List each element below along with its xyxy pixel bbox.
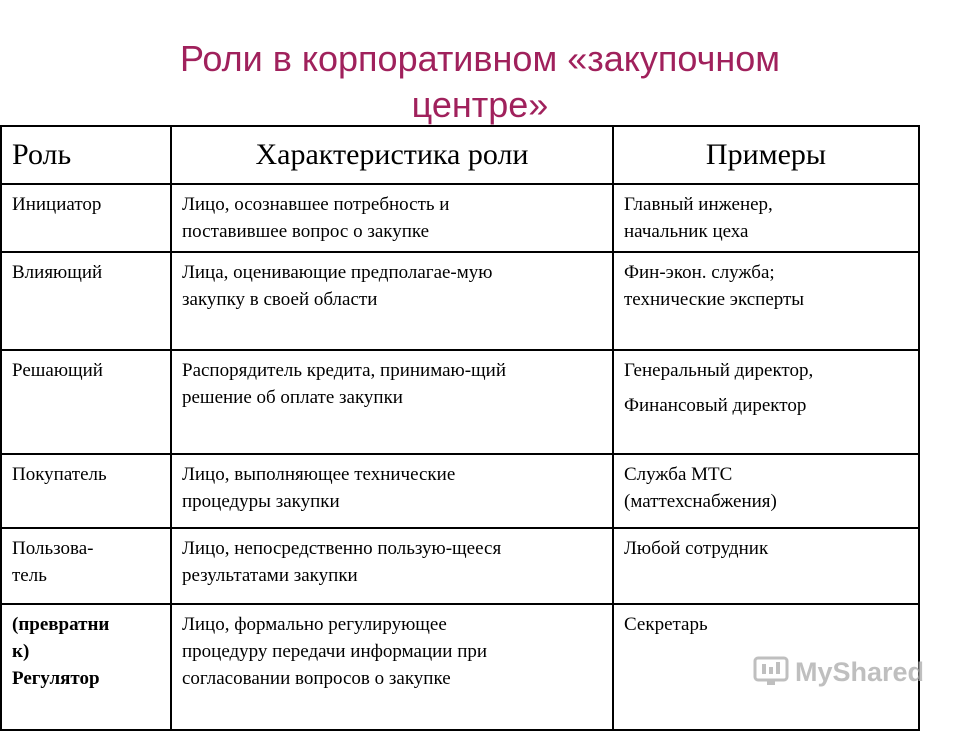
role-text: к): [12, 641, 30, 662]
role-text: Инициатор: [12, 194, 102, 215]
description-line: процедуры закупки: [182, 491, 340, 512]
description-cell: [171, 350, 613, 454]
role-text: тель: [12, 565, 47, 586]
description-line: Лицо, осознавшее потребность и: [182, 194, 450, 215]
watermark: [753, 656, 924, 688]
examples-line: Любой сотрудник: [624, 538, 769, 559]
description-line: поставившее вопрос о закупке: [182, 221, 430, 242]
description-line: Лицо, формально регулирующее: [182, 614, 447, 635]
description-line: Лицо, непосредственно пользую-щееся: [182, 538, 502, 559]
description-cell: [171, 454, 613, 528]
description-line: согласовании вопросов о закупке: [182, 668, 451, 689]
examples-cell: [613, 184, 919, 252]
header-examples: Примеры: [613, 126, 919, 184]
examples-line: Фин-экон. служба;: [624, 262, 775, 283]
table-row: [1, 350, 919, 454]
examples-line: Главный инженер,: [624, 194, 773, 215]
role-text: Влияющий: [12, 262, 103, 283]
roles-table: [0, 125, 920, 731]
description-cell: [171, 528, 613, 604]
monitor-logo-icon: [753, 656, 789, 688]
description-cell: [171, 604, 613, 730]
examples-cell: [613, 252, 919, 350]
table-row: [1, 454, 919, 528]
header-role: Роль: [1, 126, 171, 184]
header-characteristic: Характеристика роли: [171, 126, 613, 184]
examples-line: Генеральный директор,: [624, 360, 814, 381]
role-cell: [1, 454, 171, 528]
examples-line: начальник цеха: [624, 221, 749, 242]
description-cell: [171, 184, 613, 252]
description-cell: [171, 252, 613, 350]
examples-line: Финансовый директор: [624, 395, 807, 416]
watermark-text: MyShared: [794, 656, 924, 687]
role-cell: [1, 604, 171, 730]
role-text: Решающий: [12, 360, 103, 381]
description-line: закупку в своей области: [182, 289, 378, 310]
role-text: Регулятор: [12, 668, 100, 689]
role-cell: [1, 350, 171, 454]
slide-title-line-1: Роли в корпоративном «закупочном: [179, 38, 781, 79]
slide-title: [100, 36, 860, 128]
description-line: результатами закупки: [182, 565, 358, 586]
role-cell: [1, 184, 171, 252]
description-line: Лица, оценивающие предполагае-мую: [182, 262, 493, 283]
examples-line: Служба МТС: [624, 464, 733, 485]
description-line: процедуру передачи информации при: [182, 641, 488, 662]
role-text: (превратни: [12, 614, 110, 635]
role-text: Пользова-: [12, 538, 94, 559]
slide-title-line-2: центре»: [411, 84, 549, 125]
description-line: Лицо, выполняющее технические: [182, 464, 456, 485]
description-line: решение об оплате закупки: [182, 387, 403, 408]
examples-line: Секретарь: [624, 614, 708, 635]
table-header-row: [1, 126, 919, 184]
table-row: [1, 528, 919, 604]
examples-cell: [613, 350, 919, 454]
role-text: Покупатель: [12, 464, 107, 485]
role-cell: [1, 252, 171, 350]
table-row: [1, 184, 919, 252]
examples-cell: [613, 454, 919, 528]
examples-line: технические эксперты: [624, 289, 805, 310]
description-line: Распорядитель кредита, принимаю-щий: [182, 360, 507, 381]
examples-cell: [613, 528, 919, 604]
table-row: [1, 252, 919, 350]
role-cell: [1, 528, 171, 604]
examples-line: (маттехснабжения): [624, 491, 777, 512]
